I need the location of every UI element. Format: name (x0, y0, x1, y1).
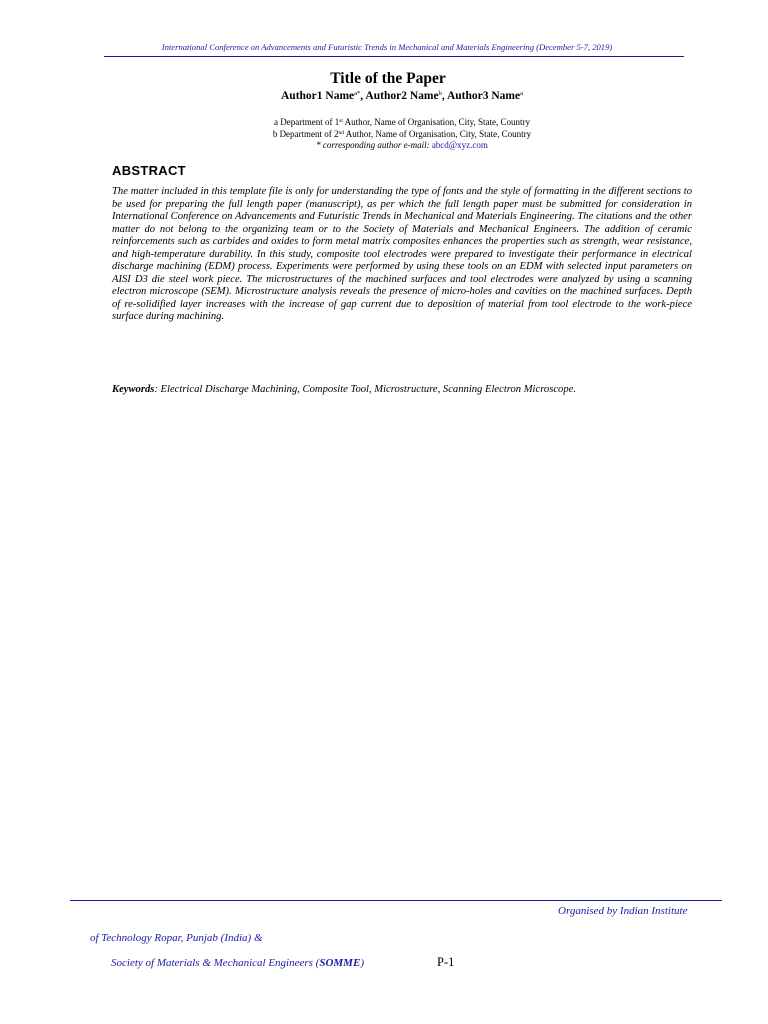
abstract-body: The matter included in this template file is only for understanding the type of fonts and the style of formatting in the different sections to be used for preparing the full length paper (manuscript), as per which the full length paper must be submitted for consideration in International Conference on Advancements and Futuristic Trends in Mechanical and Materials Engineering. The citations and the other matter do not belong to the organizing team or to the Society of Materials and Mechanical Engineers. The addition of ceramic reinforcements such as carbides and oxides to form metal matrix composites enhances the properties such as strength, wear resistance, and high-temperature durability. In this study, composite tool electrodes were prepared to investigate their performance in electrical discharge machining (EDM) process. Experiments were performed by using these tools on an EDM with selected input parameters on AISI D3 die steel work piece. The microstructures of the machined surfaces and tool electrodes were analyzed by using a scanning electron microscope (SEM). Microstructure analysis reveals the presence of micro-holes and cavities on the machined surfaces. Depth of re-solidified layer increases with the increase of gap current due to deposition of material from tool electrode to the work-piece surface during machining. (112, 186, 692, 322)
header-divider (104, 56, 684, 57)
footer-organiser-line1: Organised by Indian Institute (558, 905, 688, 917)
author-marker: a* (354, 90, 361, 97)
paper-title: Title of the Paper (330, 70, 446, 87)
email-link[interactable]: abcd@xyz.com (431, 140, 488, 150)
author-marker: a (520, 90, 523, 97)
conference-header: International Conference on Advancements and Futuristic Trends in Mechanical and Materials Engineering (December 5-7, 2019) (161, 42, 613, 52)
author-name: Author3 Name (446, 90, 521, 102)
somme-abbrev: SOMME (319, 957, 361, 969)
footer-organiser-line2: of Technology Ropar, Punjab (India) & (90, 932, 263, 944)
keywords (112, 384, 692, 397)
affiliation-b: b Department of 2nd Author, Name of Organisation, City, State, Country (272, 129, 532, 139)
author-name: Author2 Name (365, 90, 439, 102)
affiliation-a: a Department of 1st Author, Name of Organisation, City, State, Country (273, 117, 531, 127)
footer-divider (70, 900, 722, 901)
abstract-heading: ABSTRACT (112, 163, 186, 178)
page-number: P-1 (437, 955, 455, 969)
keywords-list: : Electrical Discharge Machining, Composite Tool, Microstructure, Scanning Electron Microscope. (154, 384, 576, 395)
corresponding-author: * corresponding author e-mail: abcd@xyz.com (316, 140, 488, 150)
keywords-label: Keywords (112, 384, 155, 395)
author-marker: b (438, 90, 442, 97)
author-list: Author1 Name$^{a*}$, Author2 Name$^b$, Author3 Name$^a$ (281, 90, 523, 102)
footer-organiser-line3: Society of Materials & Mechanical Engineers (SOMME) (111, 957, 364, 969)
author-name: Author1 Name (281, 90, 355, 102)
